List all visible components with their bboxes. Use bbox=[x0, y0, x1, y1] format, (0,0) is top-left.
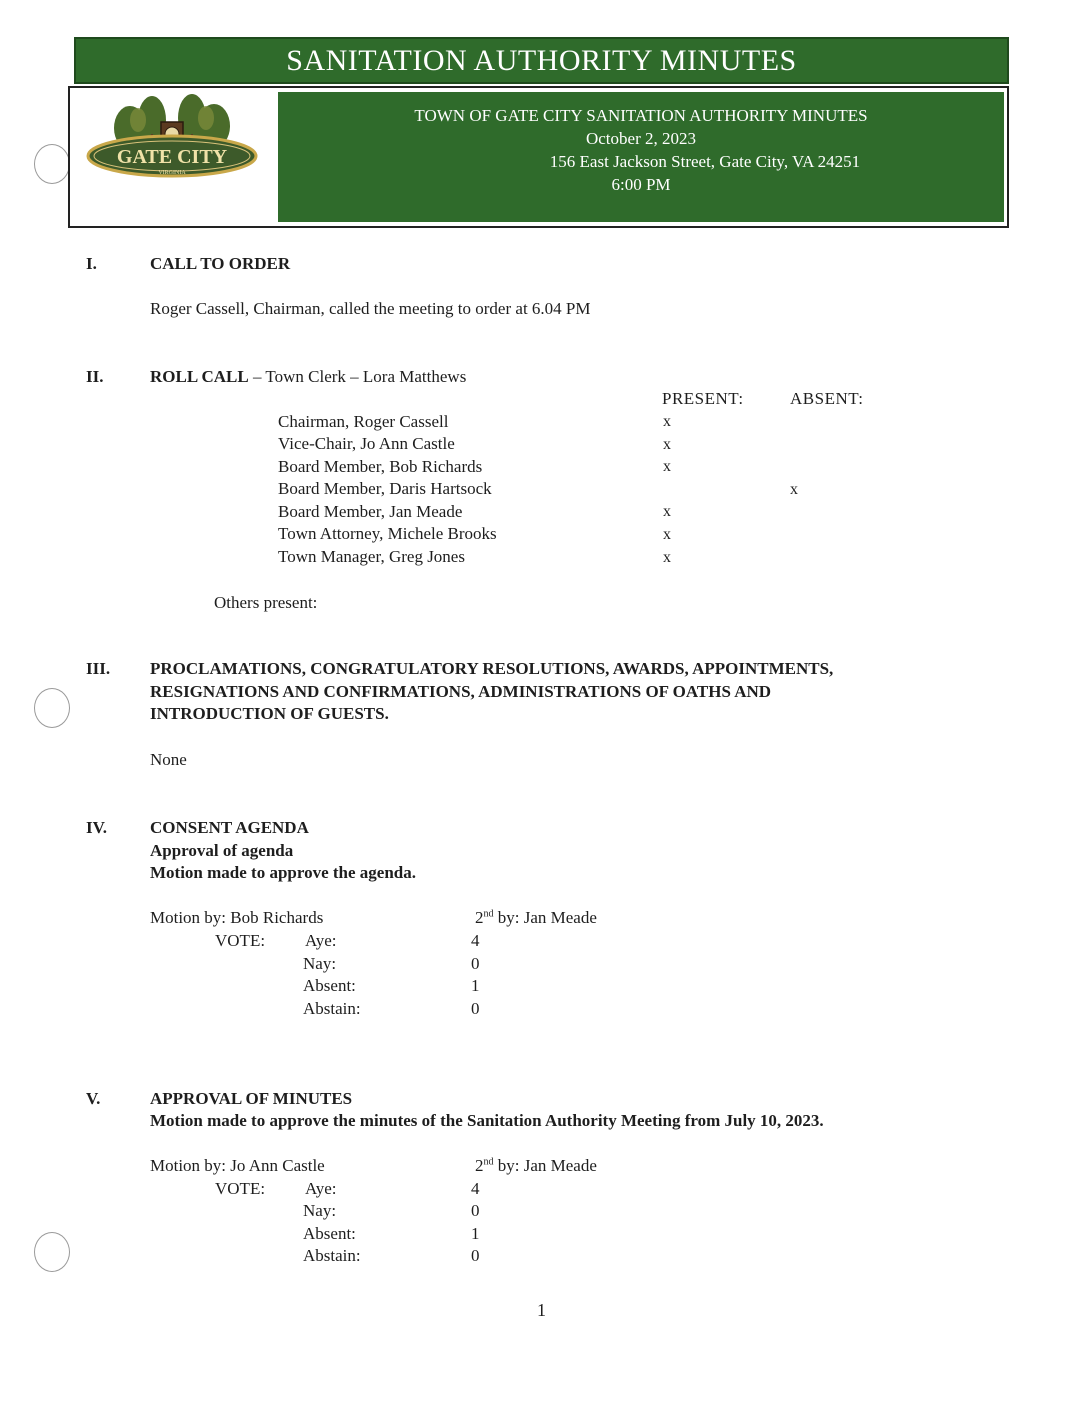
header-line-2: October 2, 2023 bbox=[585, 129, 696, 148]
absent-label: Absent: bbox=[303, 976, 356, 995]
section-1-body: Roger Cassell, Chairman, called the meeting to order at 6.04 PM bbox=[150, 299, 591, 318]
town-clerk: – Town Clerk – Lora Matthews bbox=[252, 367, 467, 386]
section-3-number: III. bbox=[86, 659, 111, 678]
section-3-title-line-2: RESIGNATIONS AND CONFIRMATIONS, ADMINISTRATIONS OF OATHS AND bbox=[150, 682, 772, 701]
section-4-motion-text: Motion made to approve the agenda. bbox=[150, 863, 417, 882]
present-mark: x bbox=[663, 436, 671, 453]
section-3-title-line-3: INTRODUCTION OF GUESTS. bbox=[150, 704, 389, 723]
aye-label: Aye: bbox=[305, 931, 337, 950]
nay-count: 0 bbox=[471, 954, 480, 973]
section-2-number: II. bbox=[86, 367, 104, 386]
present-mark: x bbox=[663, 458, 671, 475]
logo-text: GATE CITY bbox=[116, 146, 228, 168]
absent-label: Absent: bbox=[303, 1224, 356, 1243]
motion-by: Motion by: Bob Richards bbox=[150, 908, 324, 927]
header-info-text bbox=[278, 104, 1004, 196]
roll-call-name: Vice-Chair, Jo Ann Castle bbox=[278, 434, 455, 453]
second-by: 2nd by: Jan Meade bbox=[475, 1156, 597, 1175]
present-mark: x bbox=[663, 526, 671, 543]
roll-call-name: Board Member, Jan Meade bbox=[278, 502, 463, 521]
vote-label: VOTE: bbox=[215, 931, 266, 950]
roll-call-name: Chairman, Roger Cassell bbox=[278, 412, 449, 431]
section-2-title: ROLL CALL bbox=[150, 367, 249, 386]
logo-subtext: VIRGINIA bbox=[158, 170, 186, 176]
binder-hole-top bbox=[34, 144, 70, 184]
banner-title: SANITATION AUTHORITY MINUTES bbox=[74, 37, 1009, 84]
present-mark: x bbox=[663, 503, 671, 520]
roll-call-name: Town Attorney, Michele Brooks bbox=[278, 524, 497, 543]
section-2-heading bbox=[150, 367, 466, 387]
roll-call-name: Board Member, Bob Richards bbox=[278, 457, 483, 476]
present-header: PRESENT: bbox=[662, 389, 744, 408]
motion-by: Motion by: Jo Ann Castle bbox=[150, 1156, 325, 1175]
nay-label: Nay: bbox=[303, 954, 337, 973]
section-5-title: APPROVAL OF MINUTES bbox=[150, 1089, 353, 1108]
gate-city-logo bbox=[72, 90, 277, 224]
nay-count: 0 bbox=[471, 1201, 480, 1220]
others-present: Others present: bbox=[214, 593, 318, 612]
header-line-4: 6:00 PM bbox=[611, 175, 671, 194]
abstain-count: 0 bbox=[471, 999, 480, 1018]
absent-count: 1 bbox=[471, 976, 480, 995]
section-1-number: I. bbox=[86, 254, 97, 273]
section-5-number: V. bbox=[86, 1089, 101, 1108]
section-4-number: IV. bbox=[86, 818, 107, 837]
aye-count: 4 bbox=[471, 931, 480, 950]
present-mark: x bbox=[663, 549, 671, 566]
vote-label: VOTE: bbox=[215, 1179, 266, 1198]
binder-hole-middle bbox=[34, 688, 70, 728]
section-4-title: CONSENT AGENDA bbox=[150, 818, 309, 837]
second-by: 2nd by: Jan Meade bbox=[475, 908, 597, 927]
section-3-title-line-1: PROCLAMATIONS, CONGRATULATORY RESOLUTIONS, AWARDS, APPOINTMENTS, bbox=[150, 659, 834, 678]
aye-label: Aye: bbox=[305, 1179, 337, 1198]
roll-call-name: Town Manager, Greg Jones bbox=[278, 547, 465, 566]
abstain-label: Abstain: bbox=[303, 1246, 361, 1265]
absent-header: ABSENT: bbox=[790, 389, 864, 408]
binder-hole-bottom bbox=[34, 1232, 70, 1272]
aye-count: 4 bbox=[471, 1179, 480, 1198]
header-line-1: TOWN OF GATE CITY SANITATION AUTHORITY MINUTES bbox=[414, 106, 868, 125]
header-line-3: 156 East Jackson Street, Gate City, VA 24251 bbox=[549, 152, 861, 171]
section-4-subtitle: Approval of agenda bbox=[150, 841, 294, 860]
abstain-label: Abstain: bbox=[303, 999, 361, 1018]
page-number: 1 bbox=[537, 1300, 546, 1320]
abstain-count: 0 bbox=[471, 1246, 480, 1265]
absent-count: 1 bbox=[471, 1224, 480, 1243]
section-3-body: None bbox=[150, 750, 187, 769]
nay-label: Nay: bbox=[303, 1201, 337, 1220]
roll-call-name: Board Member, Daris Hartsock bbox=[278, 479, 492, 498]
present-mark: x bbox=[663, 413, 671, 430]
section-1-title: CALL TO ORDER bbox=[150, 254, 291, 273]
section-5-motion-text: Motion made to approve the minutes of the Sanitation Authority Meeting from July 10, 2023. bbox=[150, 1111, 824, 1130]
absent-mark: x bbox=[790, 481, 798, 498]
